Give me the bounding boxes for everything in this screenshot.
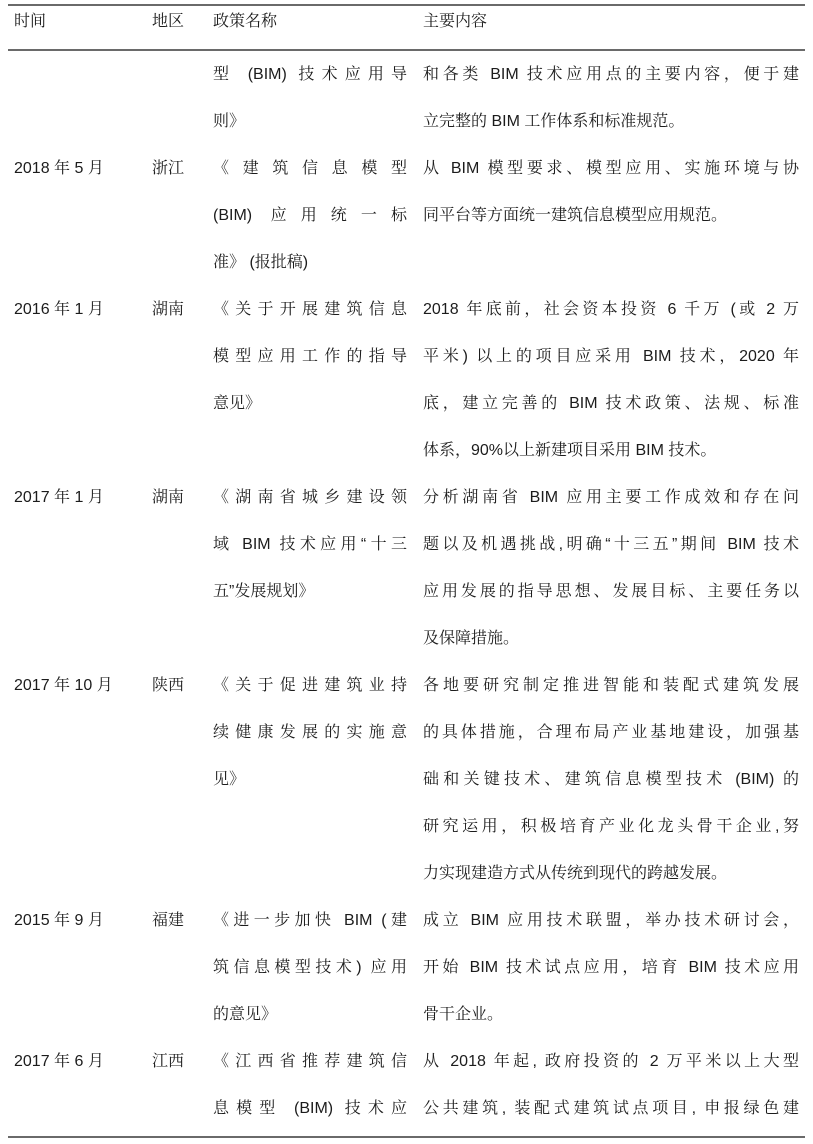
text-line: 筑信息模型技术) 应用: [213, 959, 407, 976]
header-row: [8, 5, 805, 50]
cell-region: 福建: [152, 912, 185, 929]
text-line: 息模型 (BIM) 技术应: [213, 1100, 407, 1117]
text-line: 《进一步加快 BIM (建: [213, 912, 407, 929]
cell-region: 江西: [152, 1053, 185, 1070]
cell-time: 2017 年 6 月: [14, 1053, 104, 1070]
text-line: 研究运用，积极培育产业化龙头骨干企业,努: [423, 818, 799, 835]
cell-policy-name: [213, 145, 419, 286]
text-line: 《湖南省城乡建设领: [213, 489, 407, 506]
cell-policy-name: [213, 50, 419, 145]
cell-main-content: [419, 50, 805, 145]
text-line: (BIM) 应用统一标: [213, 207, 407, 224]
table-row: [8, 474, 805, 662]
text-line: 《建筑信息模型: [213, 160, 407, 177]
text-line: 《江西省推荐建筑信: [213, 1053, 407, 1070]
text-line: 意见》: [213, 395, 262, 412]
text-line: 的意见》: [213, 1006, 278, 1023]
text-line: 础和关键技术、建筑信息模型技术 (BIM) 的: [423, 771, 799, 788]
text-line: 型 (BIM) 技术应用导: [213, 66, 407, 83]
cell-time: 2015 年 9 月: [14, 912, 104, 929]
column-header-region: 地区: [150, 5, 213, 50]
cell-policy-name: [213, 897, 419, 1038]
table-row: [8, 662, 805, 897]
text-line: 题以及机遇挑战,明确“十三五”期间 BIM 技术: [423, 536, 799, 553]
text-line: 平米) 以上的项目应采用 BIM 技术，2020 年: [423, 348, 799, 365]
cell-main-content: [419, 145, 805, 286]
text-line: 从 BIM 模型要求、模型应用、实施环境与协: [423, 160, 799, 177]
table-row: [8, 897, 805, 1038]
text-line: 和各类 BIM 技术应用点的主要内容，便于建: [423, 66, 799, 83]
policy-table-body: [8, 50, 805, 1137]
cell-main-content: [419, 1038, 805, 1137]
text-line: 域 BIM 技术应用“十三: [213, 536, 407, 553]
text-line: 从 2018 年起, 政府投资的 2 万平米以上大型: [423, 1053, 799, 1070]
cell-main-content: [419, 474, 805, 662]
table-row: [8, 145, 805, 286]
cell-policy-name: [213, 286, 419, 474]
text-line: 见》: [213, 771, 246, 788]
text-line: 立完整的 BIM 工作体系和标准规范。: [423, 113, 685, 130]
text-line: 成立 BIM 应用技术联盟，举办技术研讨会，: [423, 912, 799, 929]
cell-main-content: [419, 897, 805, 1038]
cell-time: 2016 年 1 月: [14, 301, 104, 318]
column-header-content: 主要内容: [419, 5, 805, 50]
cell-region: 湖南: [152, 489, 185, 506]
column-header-policy: 政策名称: [213, 5, 419, 50]
cell-policy-name: [213, 662, 419, 897]
text-line: 《关于促进建筑业持: [213, 677, 407, 694]
cell-time: [8, 50, 150, 145]
cell-time: 2018 年 5 月: [14, 160, 104, 177]
text-line: 准》 (报批稿): [213, 254, 309, 271]
text-line: 及保障措施。: [423, 630, 520, 647]
text-line: 应用发展的指导思想、发展目标、主要任务以: [423, 583, 799, 600]
text-line: 2018 年底前，社会资本投资 6 千万 (或 2 万: [423, 301, 799, 318]
policy-table: [8, 4, 805, 1138]
text-line: 五”发展规划》: [213, 583, 315, 600]
cell-main-content: [419, 662, 805, 897]
cell-region: [150, 50, 213, 145]
cell-region: 浙江: [152, 160, 185, 177]
text-line: 公共建筑, 装配式建筑试点项目, 申报绿色建: [423, 1100, 799, 1117]
text-line: 体系，90%以上新建项目采用 BIM 技术。: [423, 442, 717, 459]
text-line: 模型应用工作的指导: [213, 348, 407, 365]
text-line: 各地要研究制定推进智能和装配式建筑发展: [423, 677, 799, 694]
cell-main-content: [419, 286, 805, 474]
table-row: [8, 1038, 805, 1137]
text-line: 同平台等方面统一建筑信息模型应用规范。: [423, 207, 728, 224]
column-header-time: 时间: [8, 5, 150, 50]
text-line: 的具体措施，合理布局产业基地建设，加强基: [423, 724, 799, 741]
text-line: 开始 BIM 技术试点应用，培育 BIM 技术应用: [423, 959, 799, 976]
text-line: 《关于开展建筑信息: [213, 301, 407, 318]
text-line: 分析湖南省 BIM 应用主要工作成效和存在问: [423, 489, 799, 506]
cell-policy-name: [213, 474, 419, 662]
text-line: 力实现建造方式从传统到现代的跨越发展。: [423, 865, 728, 882]
text-line: 则》: [213, 113, 246, 130]
cell-region: 湖南: [152, 301, 185, 318]
cell-region: 陕西: [152, 677, 185, 694]
cell-time: 2017 年 10 月: [14, 677, 113, 694]
table-row: [8, 50, 805, 145]
table-row: [8, 286, 805, 474]
text-line: 续健康发展的实施意: [213, 724, 407, 741]
text-line: 骨干企业。: [423, 1006, 504, 1023]
text-line: 底，建立完善的 BIM 技术政策、法规、标准: [423, 395, 799, 412]
cell-policy-name: [213, 1038, 419, 1137]
cell-time: 2017 年 1 月: [14, 489, 104, 506]
table-header: [8, 5, 805, 50]
